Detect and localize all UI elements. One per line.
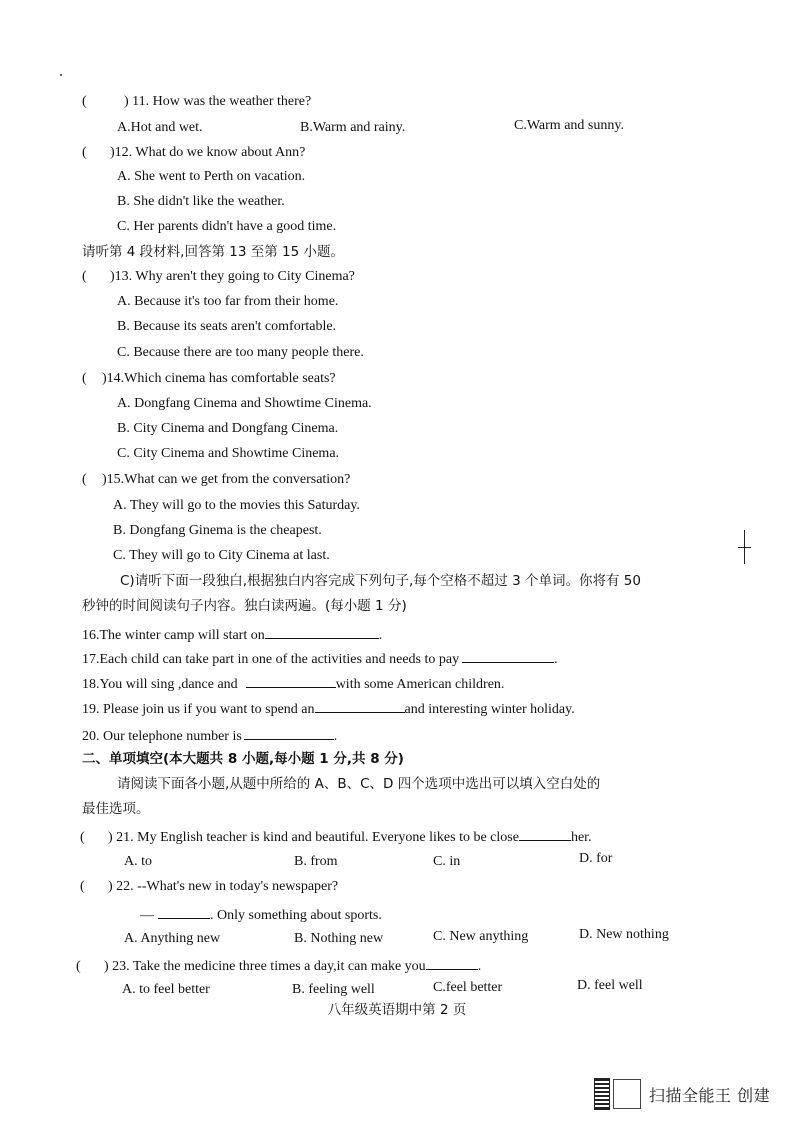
- question-12: [82, 144, 305, 162]
- question-stem: )15.What can we get from the conversation?: [102, 472, 351, 487]
- registration-mark: [738, 547, 751, 548]
- question-22-reply: [140, 904, 382, 925]
- answer-paren: (: [76, 959, 81, 974]
- question-stem: )13. Why aren't they going to City Cinema?: [110, 269, 355, 284]
- option-d: D. feel well: [577, 978, 643, 993]
- option-b: B. from: [294, 854, 338, 869]
- answer-paren: (: [82, 472, 87, 487]
- option-c: C. in: [433, 854, 461, 869]
- answer-blank[interactable]: [426, 955, 478, 970]
- sentence-start: 16.The winter camp will start on: [82, 628, 265, 643]
- option-a: A. to: [124, 854, 152, 869]
- question-17: [82, 648, 558, 669]
- answer-blank[interactable]: [315, 698, 405, 713]
- option-b: B. Nothing new: [294, 931, 384, 946]
- sentence-end: .: [333, 729, 338, 744]
- option-c: C. New anything: [433, 929, 529, 944]
- option-b: B. City Cinema and Dongfang Cinema.: [117, 421, 339, 436]
- option-b: B. feeling well: [292, 982, 375, 997]
- option-b: B.Warm and rainy.: [300, 120, 406, 135]
- question-15: [82, 471, 350, 489]
- option-a: A. Anything new: [124, 931, 221, 946]
- answer-paren: (: [82, 371, 87, 386]
- option-d: D. for: [579, 851, 613, 866]
- question-19: [82, 698, 575, 719]
- answer-blank[interactable]: [158, 904, 210, 919]
- section-2-instruction-cont: 最佳选项。: [82, 801, 150, 817]
- section-c-instruction-cont: 秒钟的时间阅读句子内容。独白读两遍。(每小题 1 分): [82, 598, 407, 614]
- question-20: [82, 725, 337, 746]
- option-b: B. She didn't like the weather.: [117, 194, 285, 209]
- page-footer: 八年级英语期中第 2 页: [327, 1002, 467, 1018]
- option-b: B. Dongfang Ginema is the cheapest.: [113, 523, 322, 538]
- option-c: C. Because there are too many people there.: [117, 345, 364, 360]
- option-a: A. Dongfang Cinema and Showtime Cinema.: [117, 396, 372, 411]
- option-d: D. New nothing: [579, 927, 669, 942]
- answer-paren: (: [82, 269, 87, 284]
- reply-text: . Only something about sports.: [210, 908, 382, 923]
- option-a: A. She went to Perth on vacation.: [117, 169, 306, 184]
- answer-paren: (: [82, 94, 87, 109]
- question-16: [82, 624, 382, 645]
- watermark-text: 扫描全能王 创建: [649, 1085, 771, 1105]
- answer-blank[interactable]: [265, 624, 379, 639]
- option-b: B. Because its seats aren't comfortable.: [117, 319, 337, 334]
- question-stem-end: her.: [570, 830, 592, 845]
- reply-dash: —: [140, 908, 154, 923]
- answer-blank[interactable]: [462, 648, 554, 663]
- section-c-instruction: C)请听下面一段独白,根据独白内容完成下列句子,每个空格不超过 3 个单词。你将有 50: [120, 573, 641, 589]
- sentence-start: 19. Please join us if you want to spend an: [82, 702, 315, 717]
- sentence-end: .: [378, 628, 383, 643]
- sentence-end: with some American children.: [335, 677, 505, 692]
- question-23: [76, 955, 481, 976]
- question-stem: )12. What do we know about Ann?: [110, 145, 306, 160]
- question-stem: ) 23. Take the medicine three times a day,it can make you: [104, 959, 426, 974]
- question-18: [82, 673, 504, 694]
- option-c: C. City Cinema and Showtime Cinema.: [117, 446, 340, 461]
- option-a: A. to feel better: [122, 982, 210, 997]
- section-2-instruction: 请阅读下面各小题,从题中所给的 A、B、C、D 四个选项中选出可以填入空白处的: [117, 776, 601, 792]
- question-13: [82, 268, 355, 286]
- question-stem-end: .: [477, 959, 482, 974]
- answer-paren: (: [80, 879, 85, 894]
- sentence-start: 17.Each child can take part in one of the activities and needs to pay: [82, 652, 460, 667]
- question-22: [80, 878, 338, 896]
- answer-blank[interactable]: [246, 673, 336, 688]
- answer-blank[interactable]: [244, 725, 334, 740]
- question-11: [82, 93, 311, 111]
- sentence-start: 18.You will sing ,dance and: [82, 677, 238, 692]
- camscanner-logo: [613, 1079, 641, 1109]
- option-c: C. They will go to City Cinema at last.: [113, 548, 330, 563]
- answer-paren: (: [82, 145, 87, 160]
- part4-instruction: 请听第 4 段材料,回答第 13 至第 15 小题。: [82, 244, 344, 260]
- option-a: A. They will go to the movies this Saturday.: [113, 498, 360, 513]
- question-14: [82, 370, 336, 388]
- sentence-end: and interesting winter holiday.: [404, 702, 575, 717]
- option-c: C.Warm and sunny.: [514, 118, 624, 133]
- option-a: A. Because it's too far from their home.: [117, 294, 339, 309]
- option-c: C.feel better: [433, 980, 503, 995]
- option-c: C. Her parents didn't have a good time.: [117, 219, 337, 234]
- question-stem: ) 21. My English teacher is kind and beautiful. Everyone likes to be close: [108, 830, 519, 845]
- question-21: [80, 826, 592, 847]
- question-stem: ) 22. --What's new in today's newspaper?: [108, 879, 339, 894]
- section-2-title: 二、单项填空(本大题共 8 小题,每小题 1 分,共 8 分): [82, 751, 404, 767]
- option-a: A.Hot and wet.: [117, 120, 203, 135]
- sentence-start: 20. Our telephone number is: [82, 729, 242, 744]
- answer-blank[interactable]: [519, 826, 571, 841]
- sentence-end: .: [554, 652, 558, 667]
- speck-mark: [60, 74, 62, 76]
- qr-code-icon: [594, 1078, 610, 1110]
- answer-paren: (: [80, 830, 85, 845]
- question-stem: )14.Which cinema has comfortable seats?: [102, 371, 336, 386]
- scanner-watermark: [594, 1077, 770, 1111]
- question-stem: ) 11. How was the weather there?: [124, 94, 312, 109]
